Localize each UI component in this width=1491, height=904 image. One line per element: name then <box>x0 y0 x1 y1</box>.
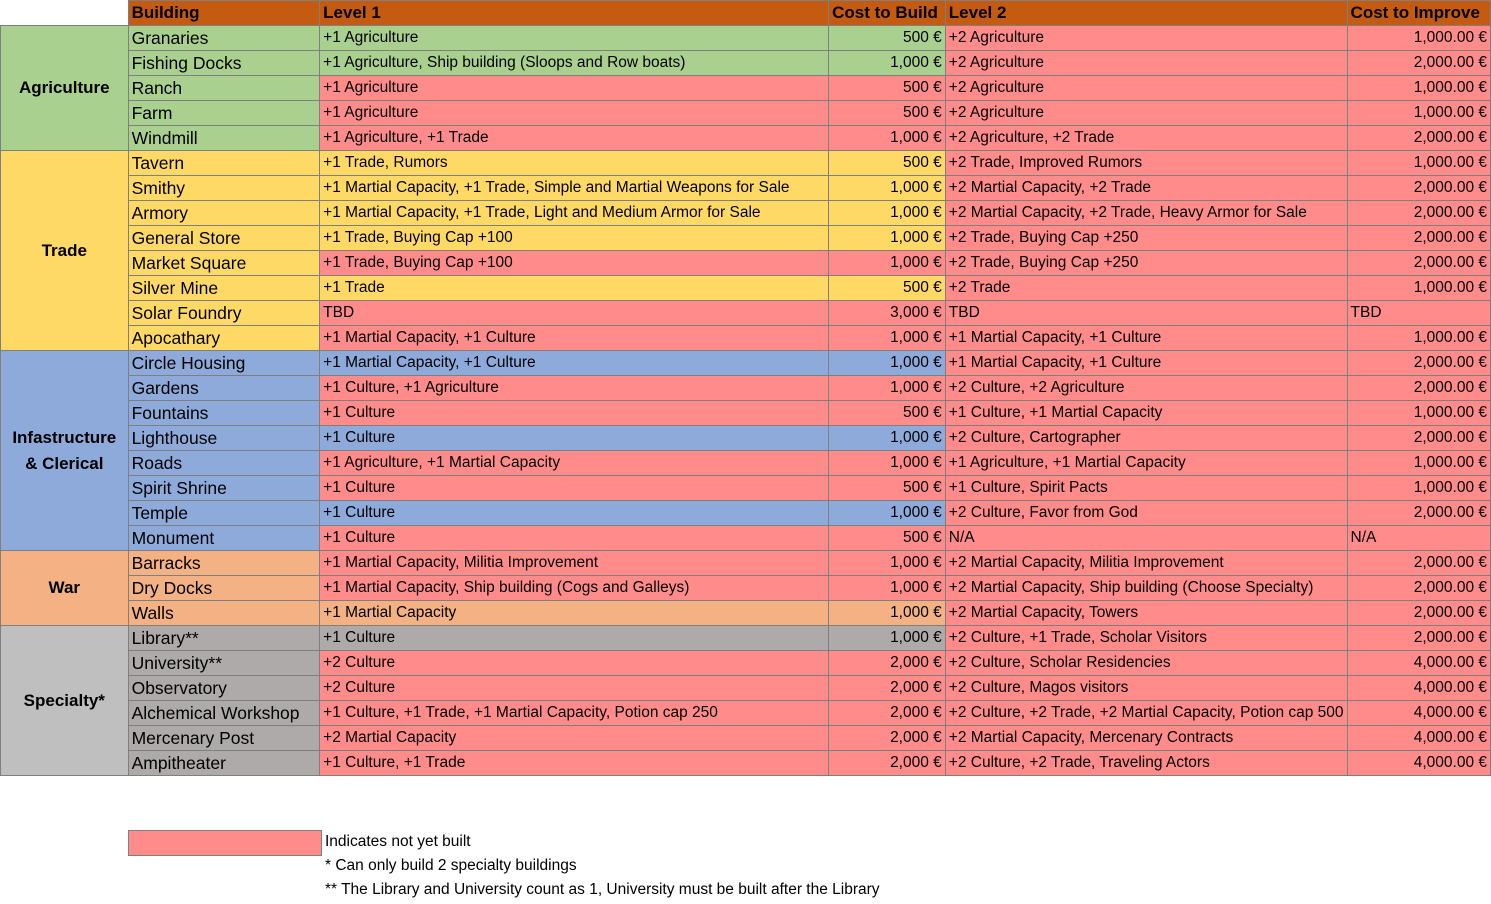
cell-building[interactable]: Silver Mine <box>128 276 320 301</box>
cell-cost-build[interactable]: 500 € <box>829 401 946 426</box>
cell-cost-improve[interactable]: 1,000.00 € <box>1347 451 1490 476</box>
header-cost-improve[interactable]: Cost to Improve <box>1347 1 1490 26</box>
cell-level1[interactable]: +1 Agriculture <box>320 76 829 101</box>
cell-level2[interactable]: +2 Trade, Improved Rumors <box>945 151 1347 176</box>
cell-cost-improve[interactable]: 2,000.00 € <box>1347 501 1490 526</box>
cell-building[interactable]: Fountains <box>128 401 320 426</box>
cell-level1[interactable]: +1 Culture <box>320 401 829 426</box>
cell-level1[interactable]: TBD <box>320 301 829 326</box>
cell-level1[interactable]: +1 Agriculture, Ship building (Sloops and Row boats) <box>320 51 829 76</box>
cell-level2[interactable]: +1 Culture, Spirit Pacts <box>945 476 1347 501</box>
cell-level1[interactable]: +1 Culture <box>320 426 829 451</box>
cell-building[interactable]: Temple <box>128 501 320 526</box>
cell-cost-improve[interactable]: 2,000.00 € <box>1347 51 1490 76</box>
cell-cost-improve[interactable]: 4,000.00 € <box>1347 676 1490 701</box>
cell-level1[interactable]: +1 Martial Capacity, +1 Trade, Simple and Martial Weapons for Sale <box>320 176 829 201</box>
cell-cost-build[interactable]: 500 € <box>829 76 946 101</box>
cell-level1[interactable]: +1 Trade, Buying Cap +100 <box>320 226 829 251</box>
cell-level2[interactable]: +2 Trade, Buying Cap +250 <box>945 226 1347 251</box>
cell-cost-improve[interactable]: N/A <box>1347 526 1490 551</box>
table-row <box>1 601 1491 626</box>
cell-level1[interactable]: +1 Culture <box>320 476 829 501</box>
cell-cost-improve[interactable]: 2,000.00 € <box>1347 426 1490 451</box>
cell-cost-improve[interactable]: 2,000.00 € <box>1347 626 1490 651</box>
cell-cost-build[interactable]: 1,000 € <box>829 601 946 626</box>
table-row <box>1 326 1491 351</box>
cell-building[interactable]: Ranch <box>128 76 320 101</box>
cell-building[interactable]: Circle Housing <box>128 351 320 376</box>
cell-cost-improve[interactable]: 4,000.00 € <box>1347 751 1490 776</box>
footnote-specialty: * Can only build 2 specialty buildings <box>325 857 577 874</box>
cell-cost-build[interactable]: 1,000 € <box>829 176 946 201</box>
cell-level2[interactable]: +1 Agriculture, +1 Martial Capacity <box>945 451 1347 476</box>
cell-building[interactable]: Smithy <box>128 176 320 201</box>
cell-cost-build[interactable]: 1,000 € <box>829 326 946 351</box>
cell-level2[interactable]: +2 Martial Capacity, Towers <box>945 601 1347 626</box>
cell-level2[interactable]: +1 Martial Capacity, +1 Culture <box>945 351 1347 376</box>
table-body <box>1 26 1491 776</box>
cell-level1[interactable]: +1 Agriculture, +1 Martial Capacity <box>320 451 829 476</box>
cell-cost-improve[interactable]: 2,000.00 € <box>1347 201 1490 226</box>
cell-level2[interactable]: +2 Agriculture, +2 Trade <box>945 126 1347 151</box>
cell-cost-build[interactable]: 2,000 € <box>829 701 946 726</box>
cell-level2[interactable]: +2 Culture, Favor from God <box>945 501 1347 526</box>
cell-level2[interactable]: +2 Culture, +2 Trade, Traveling Actors <box>945 751 1347 776</box>
cell-building[interactable]: Roads <box>128 451 320 476</box>
cell-cost-build[interactable]: 3,000 € <box>829 301 946 326</box>
cell-building[interactable]: Ampitheater <box>128 751 320 776</box>
cell-cost-build[interactable]: 2,000 € <box>829 651 946 676</box>
table-row <box>1 676 1491 701</box>
cell-level1[interactable]: +1 Trade <box>320 276 829 301</box>
cell-level2[interactable]: +2 Agriculture <box>945 76 1347 101</box>
cell-level2[interactable]: +2 Culture, +1 Trade, Scholar Visitors <box>945 626 1347 651</box>
cell-cost-improve[interactable]: 1,000.00 € <box>1347 76 1490 101</box>
cell-cost-build[interactable]: 2,000 € <box>829 726 946 751</box>
cell-cost-improve[interactable]: 2,000.00 € <box>1347 126 1490 151</box>
cell-cost-build[interactable]: 500 € <box>829 476 946 501</box>
table-row <box>1 351 1491 376</box>
cell-cost-improve[interactable]: 2,000.00 € <box>1347 351 1490 376</box>
cell-cost-build[interactable]: 2,000 € <box>829 751 946 776</box>
cell-cost-improve[interactable]: 4,000.00 € <box>1347 726 1490 751</box>
cell-cost-build[interactable]: 1,000 € <box>829 201 946 226</box>
cell-building[interactable]: University** <box>128 651 320 676</box>
cell-cost-build[interactable]: 500 € <box>829 276 946 301</box>
cell-building[interactable]: Barracks <box>128 551 320 576</box>
table-row <box>1 726 1491 751</box>
header-cost-build[interactable]: Cost to Build <box>829 1 946 26</box>
cell-cost-improve[interactable]: 2,000.00 € <box>1347 376 1490 401</box>
cell-level2[interactable]: +2 Culture, +2 Trade, +2 Martial Capacity, Potion cap 500 <box>945 701 1347 726</box>
cell-cost-improve[interactable]: 2,000.00 € <box>1347 576 1490 601</box>
cell-level2[interactable]: +2 Martial Capacity, Ship building (Choose Specialty) <box>945 576 1347 601</box>
cell-cost-improve[interactable]: 1,000.00 € <box>1347 326 1490 351</box>
table-row <box>1 551 1491 576</box>
cell-level2[interactable]: +1 Martial Capacity, +1 Culture <box>945 326 1347 351</box>
cell-building[interactable]: Dry Docks <box>128 576 320 601</box>
cell-cost-improve[interactable]: 1,000.00 € <box>1347 151 1490 176</box>
cell-cost-build[interactable]: 500 € <box>829 101 946 126</box>
cell-level2[interactable]: +2 Agriculture <box>945 51 1347 76</box>
table-row <box>1 101 1491 126</box>
table-row <box>1 451 1491 476</box>
table-row <box>1 226 1491 251</box>
cell-level2[interactable]: +2 Martial Capacity, +2 Trade, Heavy Armor for Sale <box>945 201 1347 226</box>
cell-level2[interactable]: +2 Culture, Magos visitors <box>945 676 1347 701</box>
cell-building[interactable]: Fishing Docks <box>128 51 320 76</box>
cell-level1[interactable]: +1 Culture <box>320 626 829 651</box>
cell-cost-build[interactable]: 500 € <box>829 26 946 51</box>
cell-level1[interactable]: +2 Culture <box>320 651 829 676</box>
cell-building[interactable]: Walls <box>128 601 320 626</box>
table-row <box>1 151 1491 176</box>
cell-level1[interactable]: +1 Culture, +1 Agriculture <box>320 376 829 401</box>
cell-level1[interactable]: +1 Martial Capacity, +1 Trade, Light and Medium Armor for Sale <box>320 201 829 226</box>
cell-level1[interactable]: +1 Martial Capacity, +1 Culture <box>320 326 829 351</box>
table-row <box>1 26 1491 51</box>
cell-level1[interactable]: +1 Agriculture <box>320 26 829 51</box>
table-row <box>1 426 1491 451</box>
cell-cost-build[interactable]: 1,000 € <box>829 251 946 276</box>
cell-level2[interactable]: +2 Culture, Scholar Residencies <box>945 651 1347 676</box>
cell-level1[interactable]: +1 Martial Capacity, Militia Improvement <box>320 551 829 576</box>
cell-level2[interactable]: +2 Culture, +2 Agriculture <box>945 376 1347 401</box>
header-level1[interactable]: Level 1 <box>320 1 829 26</box>
cell-level2[interactable]: N/A <box>945 526 1347 551</box>
cell-cost-build[interactable]: 1,000 € <box>829 126 946 151</box>
group-label[interactable]: Trade <box>1 151 129 351</box>
cell-level2[interactable]: +2 Agriculture <box>945 26 1347 51</box>
cell-level1[interactable]: +1 Trade, Buying Cap +100 <box>320 251 829 276</box>
table-row <box>1 626 1491 651</box>
table-row <box>1 251 1491 276</box>
cell-building[interactable]: General Store <box>128 226 320 251</box>
cell-cost-build[interactable]: 1,000 € <box>829 426 946 451</box>
cell-cost-improve[interactable]: 2,000.00 € <box>1347 551 1490 576</box>
cell-building[interactable]: Solar Foundry <box>128 301 320 326</box>
cell-level1[interactable]: +1 Culture, +1 Trade, +1 Martial Capacity, Potion cap 250 <box>320 701 829 726</box>
table-row <box>1 651 1491 676</box>
cell-building[interactable]: Gardens <box>128 376 320 401</box>
cell-building[interactable]: Library** <box>128 626 320 651</box>
table-row <box>1 501 1491 526</box>
cell-level1[interactable]: +1 Martial Capacity, +1 Culture <box>320 351 829 376</box>
cell-level2[interactable]: +2 Martial Capacity, Mercenary Contracts <box>945 726 1347 751</box>
cell-level2[interactable]: +2 Martial Capacity, Militia Improvement <box>945 551 1347 576</box>
cell-building[interactable]: Granaries <box>128 26 320 51</box>
table-row <box>1 526 1491 551</box>
cell-cost-build[interactable]: 500 € <box>829 526 946 551</box>
table-row <box>1 276 1491 301</box>
cell-cost-improve[interactable]: 4,000.00 € <box>1347 701 1490 726</box>
cell-level1[interactable]: +1 Martial Capacity <box>320 601 829 626</box>
cell-building[interactable]: Armory <box>128 201 320 226</box>
cell-level2[interactable]: +2 Trade <box>945 276 1347 301</box>
cell-building[interactable]: Spirit Shrine <box>128 476 320 501</box>
cell-building[interactable]: Apocathary <box>128 326 320 351</box>
cell-cost-improve[interactable]: 4,000.00 € <box>1347 651 1490 676</box>
cell-cost-improve[interactable]: 1,000.00 € <box>1347 476 1490 501</box>
cell-cost-improve[interactable]: 2,000.00 € <box>1347 251 1490 276</box>
cell-level1[interactable]: +1 Agriculture, +1 Trade <box>320 126 829 151</box>
cell-building[interactable]: Market Square <box>128 251 320 276</box>
table-row <box>1 51 1491 76</box>
table-row <box>1 751 1491 776</box>
cell-level1[interactable]: +2 Culture <box>320 676 829 701</box>
cell-level1[interactable]: +1 Culture <box>320 526 829 551</box>
legend-text: Indicates not yet built <box>325 833 471 850</box>
table-row <box>1 701 1491 726</box>
cell-level2[interactable]: +2 Trade, Buying Cap +250 <box>945 251 1347 276</box>
table-row <box>1 176 1491 201</box>
cell-cost-improve[interactable]: 2,000.00 € <box>1347 601 1490 626</box>
cell-cost-improve[interactable]: 1,000.00 € <box>1347 101 1490 126</box>
cell-cost-build[interactable]: 1,000 € <box>829 376 946 401</box>
header-row <box>1 1 1491 26</box>
cell-cost-improve[interactable]: 2,000.00 € <box>1347 226 1490 251</box>
cell-building[interactable]: Windmill <box>128 126 320 151</box>
header-building[interactable]: Building <box>128 1 320 26</box>
cell-level2[interactable]: +2 Agriculture <box>945 101 1347 126</box>
cell-building[interactable]: Mercenary Post <box>128 726 320 751</box>
cell-cost-improve[interactable]: 1,000.00 € <box>1347 401 1490 426</box>
table-row <box>1 376 1491 401</box>
cell-level1[interactable]: +1 Culture, +1 Trade <box>320 751 829 776</box>
table-row <box>1 301 1491 326</box>
group-label[interactable]: War <box>1 551 129 626</box>
table-row <box>1 476 1491 501</box>
table-row <box>1 576 1491 601</box>
cell-cost-build[interactable]: 1,000 € <box>829 51 946 76</box>
group-label[interactable]: Agriculture <box>1 26 129 151</box>
footnote-library: ** The Library and University count as 1, University must be built after the Library <box>325 881 880 898</box>
cell-level1[interactable]: +1 Trade, Rumors <box>320 151 829 176</box>
cell-level1[interactable]: +1 Culture <box>320 501 829 526</box>
cell-level1[interactable]: +2 Martial Capacity <box>320 726 829 751</box>
legend-swatch-unbuilt[interactable] <box>128 830 322 856</box>
table-row <box>1 76 1491 101</box>
cell-building[interactable]: Alchemical Workshop <box>128 701 320 726</box>
cell-cost-build[interactable]: 1,000 € <box>829 351 946 376</box>
cell-cost-build[interactable]: 1,000 € <box>829 501 946 526</box>
group-label[interactable]: Infastructure & Clerical <box>1 351 129 551</box>
cell-building[interactable]: Farm <box>128 101 320 126</box>
cell-cost-build[interactable]: 1,000 € <box>829 226 946 251</box>
table-row <box>1 126 1491 151</box>
table-row <box>1 201 1491 226</box>
cell-building[interactable]: Tavern <box>128 151 320 176</box>
cell-cost-improve[interactable]: 1,000.00 € <box>1347 276 1490 301</box>
cell-cost-build[interactable]: 500 € <box>829 151 946 176</box>
cell-cost-improve[interactable]: 2,000.00 € <box>1347 176 1490 201</box>
cell-cost-build[interactable]: 1,000 € <box>829 551 946 576</box>
cell-cost-build[interactable]: 1,000 € <box>829 576 946 601</box>
corner-cell <box>1 1 129 26</box>
cell-building[interactable]: Monument <box>128 526 320 551</box>
cell-level2[interactable]: +1 Culture, +1 Martial Capacity <box>945 401 1347 426</box>
cell-building[interactable]: Lighthouse <box>128 426 320 451</box>
header-level2[interactable]: Level 2 <box>945 1 1347 26</box>
cell-cost-build[interactable]: 1,000 € <box>829 451 946 476</box>
cell-level2[interactable]: TBD <box>945 301 1347 326</box>
cell-building[interactable]: Observatory <box>128 676 320 701</box>
cell-level1[interactable]: +1 Martial Capacity, Ship building (Cogs and Galleys) <box>320 576 829 601</box>
cell-cost-build[interactable]: 1,000 € <box>829 626 946 651</box>
group-label[interactable]: Specialty* <box>1 626 129 776</box>
cell-cost-improve[interactable]: TBD <box>1347 301 1490 326</box>
cell-cost-build[interactable]: 2,000 € <box>829 676 946 701</box>
cell-level2[interactable]: +2 Martial Capacity, +2 Trade <box>945 176 1347 201</box>
cell-cost-improve[interactable]: 1,000.00 € <box>1347 26 1490 51</box>
table-row <box>1 401 1491 426</box>
cell-level1[interactable]: +1 Agriculture <box>320 101 829 126</box>
cell-level2[interactable]: +2 Culture, Cartographer <box>945 426 1347 451</box>
